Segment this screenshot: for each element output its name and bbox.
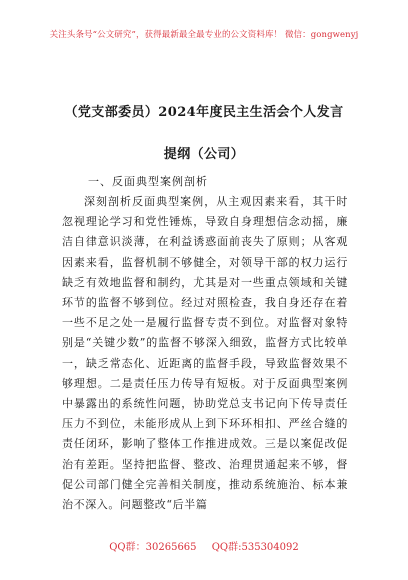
header-notice: 关注头条号“公文研究”，获得最新最全最专业的公文资料库！ 微信：gongwenyj bbox=[49, 30, 359, 40]
footer-qq-groups bbox=[0, 538, 408, 553]
body-paragraph: 深刻剖析反面典型案例，从主观因素来看，其干时忽视理论学习和党性锤炼，导致自身理想信念动摇，廉洁自律意识淡薄，在利益诱惑面前丧失了原则；从客观因素来看，监督机制不够健全，对领导干部的权力运行缺乏有效地监督和制约，尤其是对一些重点领域和关键环节的监督不够到位。经过对照检查，我自身还存在着一些不足之处一是履行监督专责不到位。对监督对象特别是“关键少数”的监督不够深入细致，监督方式比较单一，缺乏常态化、近距离的监督手段，导致监督效果不够理想。二是责任压力传导有短板。对于反面典型案例中暴露出的系统性问题，协助党总支书记向下传导责任压力不到位，未能形成从上到下环环相扣、严丝合缝的责任闭环，影响了整体工作推进成效。三是以案促改促治有差距。坚持把监督、整改、治理贯通起来不够，督促公司部门健全完善相关制度，推动系统施治、标本兼治不深入。问题整改“后半篇 bbox=[62, 195, 348, 512]
document-title: （党支部委员）2024年度民主生活会个人发言提纲（公司） bbox=[64, 105, 344, 162]
footer-qq-group-1: QQ群：30265665 bbox=[109, 542, 197, 553]
footer-qq-group-2: QQ群:535304092 bbox=[211, 542, 299, 553]
section-heading: 一、反面典型案例剖析 bbox=[88, 175, 208, 188]
